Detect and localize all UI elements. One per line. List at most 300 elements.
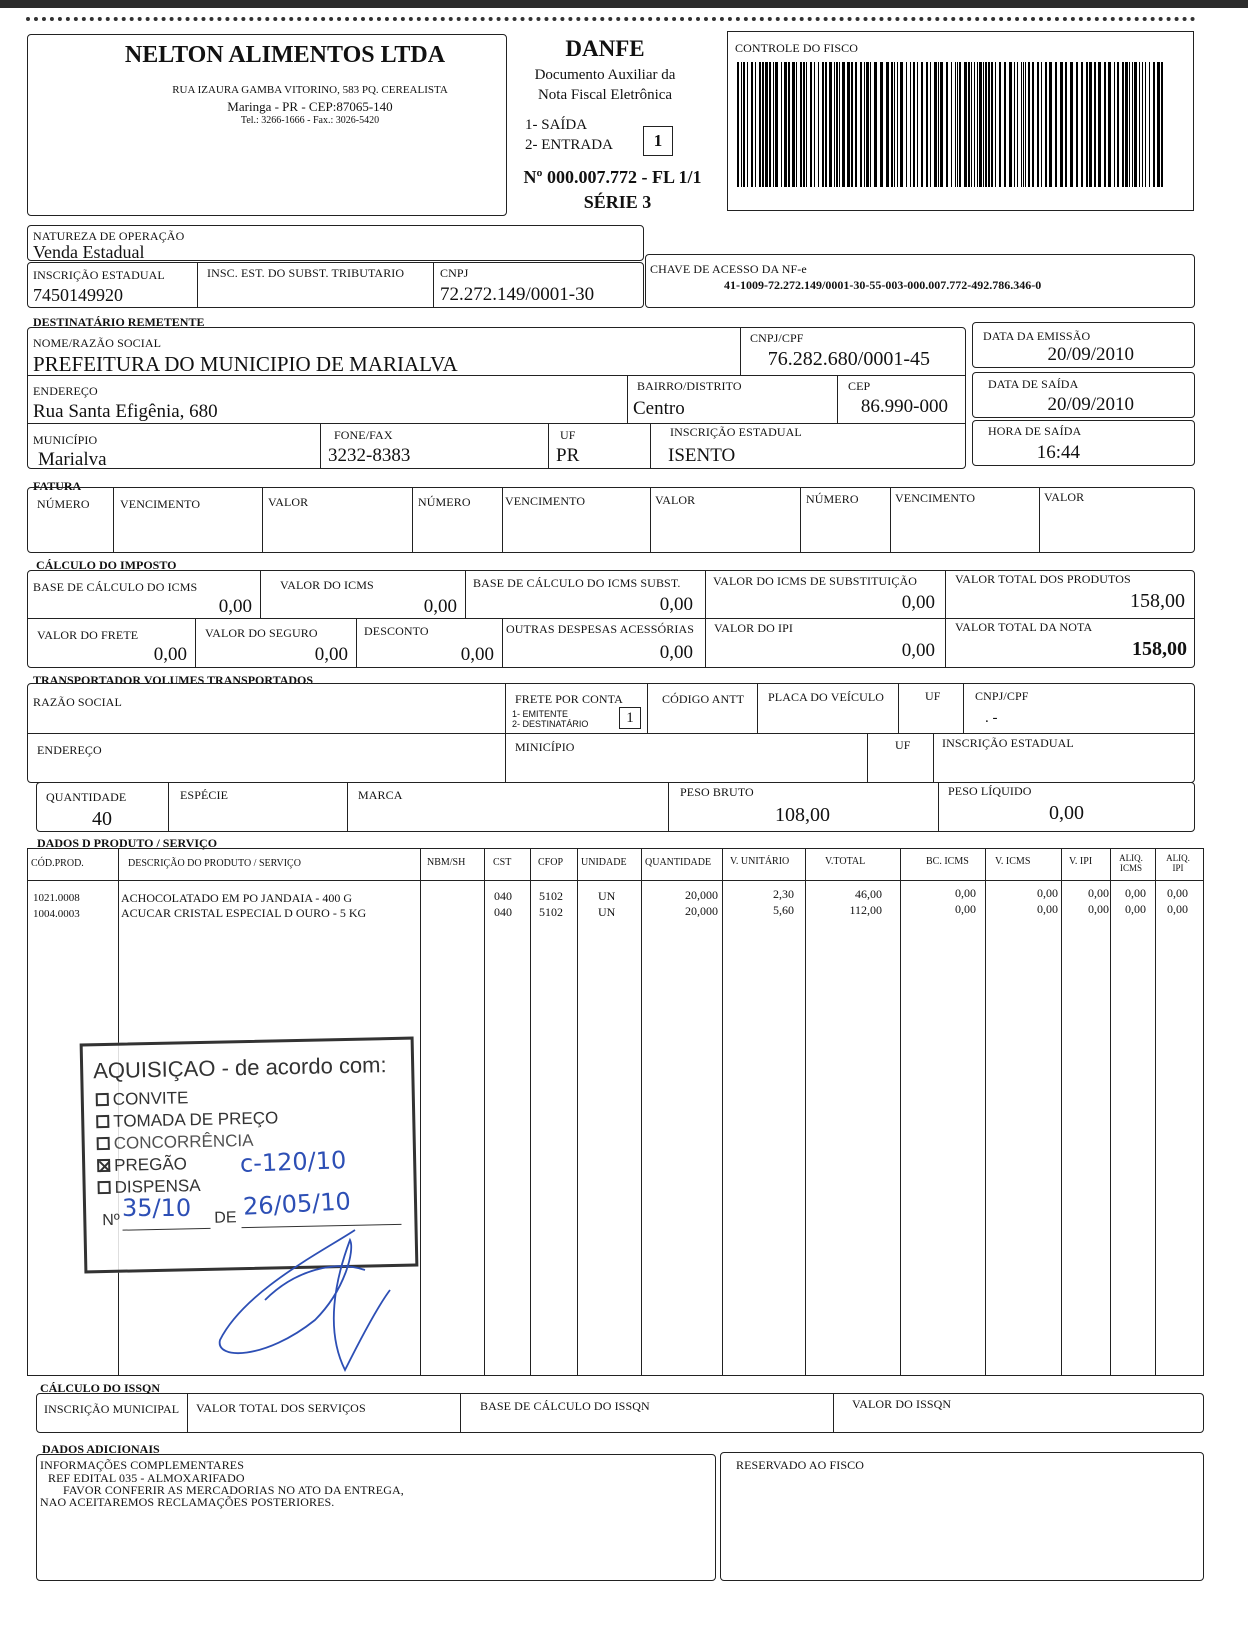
barcode-bar (921, 62, 923, 187)
table-column-divider (985, 848, 986, 1376)
checkbox-icon (96, 1093, 109, 1106)
danfe-title: DANFE (565, 36, 645, 61)
adicionais-section-title: DADOS ADICIONAIS (42, 1442, 160, 1456)
row1-qtd: 20,000 (685, 888, 718, 902)
frete-label: VALOR DO FRETE (37, 628, 139, 642)
divider (27, 618, 1195, 619)
barcode-bar (1017, 62, 1018, 187)
barcode-bar (747, 62, 748, 187)
barcode-bar (1117, 62, 1119, 187)
barcode-bar (1045, 62, 1047, 187)
barcode-bar (964, 62, 967, 187)
table-column-divider (530, 848, 531, 1376)
barcode-bar (971, 62, 972, 187)
perforation-dots (26, 17, 1196, 21)
stamp-num-underline (123, 1228, 211, 1231)
natureza-label: NATUREZA DE OPERAÇÃO (33, 229, 185, 243)
barcode-bar (1094, 62, 1096, 187)
barcode-bar (977, 62, 978, 187)
row1-un: UN (598, 889, 616, 903)
stamp-opt-tomada-label: TOMADA DE PREÇO (113, 1108, 279, 1131)
barcode-bar (775, 62, 778, 187)
fatura-valor-1: VALOR (268, 495, 309, 509)
barcode-bar (836, 62, 838, 187)
dest-endereco-label: ENDEREÇO (33, 384, 98, 398)
dest-uf-label: UF (560, 428, 576, 442)
col-header-vicms: V. ICMS (995, 856, 1031, 867)
divider (867, 733, 868, 783)
col-header-desc: DESCRIÇÃO DO PRODUTO / SERVIÇO (128, 858, 301, 869)
divider (933, 733, 934, 783)
barcode-bar (847, 62, 850, 187)
table-column-divider (484, 848, 485, 1376)
transp-ie-label: INSCRIÇÃO ESTADUAL (942, 736, 1074, 750)
barcode-bar (955, 62, 956, 187)
issqn-servicos-label: VALOR TOTAL DOS SERVIÇOS (196, 1401, 366, 1415)
row2-cst: 040 (494, 905, 512, 919)
stamp-de: DE (214, 1209, 237, 1227)
emitter-address: RUA IZAURA GAMBA VITORINO, 583 PQ. CEREALISTA (172, 84, 448, 96)
divider (27, 880, 1204, 881)
valor-icms-label: VALOR DO ICMS (280, 578, 374, 592)
dest-cnpj-label: CNPJ/CPF (750, 331, 804, 345)
transp-frete-opt1: 1- EMITENTE (512, 709, 569, 719)
barcode-bar (940, 62, 943, 187)
fisco-label: CONTROLE DO FISCO (735, 41, 859, 55)
table-column-divider (1110, 848, 1111, 1376)
barcode-bar (999, 62, 1001, 187)
ipi-label: VALOR DO IPI (714, 621, 793, 635)
ie-st-label: INSC. EST. DO SUBST. TRIBUTARIO (207, 266, 405, 280)
barcode-bar (917, 62, 918, 187)
divider (412, 487, 413, 553)
divider (757, 683, 758, 733)
dest-bairro: Centro (633, 398, 685, 419)
reservado-fisco-label: RESERVADO AO FISCO (736, 1458, 864, 1472)
col-header-aliq-icms: ALIQ. ICMS (1119, 853, 1143, 873)
checkbox-icon (98, 1181, 111, 1194)
divider (460, 1393, 461, 1433)
barcode-bar (1065, 62, 1067, 187)
divider (187, 1393, 188, 1433)
danfe-serie: SÉRIE 3 (583, 192, 652, 212)
stamp-title: AQUISIÇAO - de acordo com: (92, 1052, 387, 1084)
barcode-bar (792, 62, 795, 187)
info-line-3: NAO ACEITAREMOS RECLAMAÇÕES POSTERIORES. (40, 1495, 335, 1509)
base-icms: 0,00 (218, 596, 252, 617)
table-column-divider (722, 848, 723, 1376)
barcode-bar (765, 62, 768, 187)
emitter-phone: Tel.: 3266-1666 - Fax.: 3026-5420 (240, 115, 380, 126)
barcode-bar (1021, 62, 1022, 187)
divider (898, 683, 899, 733)
row1-desc: ACHOCOLATADO EM PO JANDAIA - 400 G (121, 891, 353, 905)
handwritten-pregao-number: c-120/10 (239, 1146, 347, 1178)
barcode-bar (818, 62, 819, 187)
fatura-valor-3: VALOR (1044, 490, 1085, 504)
barcode-bar (788, 62, 790, 187)
emitter-name: NELTON ALIMENTOS LTDA (124, 42, 446, 68)
barcode-bar (829, 62, 832, 187)
barcode-bar (839, 62, 840, 187)
divider (260, 570, 261, 618)
danfe-opt-saida: 1- SAÍDA (525, 117, 588, 133)
info-line-2: FAVOR CONFERIR AS MERCADORIAS NO ATO DA ENTREGA, (63, 1483, 404, 1497)
barcode-bar (1098, 62, 1101, 187)
barcode-bar (737, 62, 739, 187)
transp-frete-value: 1 (619, 707, 641, 729)
dest-uf: PR (556, 445, 580, 466)
barcode-bar (1049, 62, 1052, 187)
col-header-vipi: V. IPI (1069, 856, 1093, 867)
barcode-bar (1142, 62, 1143, 187)
dest-cnpj: 76.282.680/0001-45 (767, 348, 930, 370)
table-column-divider (577, 848, 578, 1376)
base-icms-label: BASE DE CÁLCULO DO ICMS (33, 580, 198, 594)
issqn-im-label: INSCRIÇÃO MUNICIPAL (44, 1402, 180, 1416)
barcode-bar (985, 62, 987, 187)
barcode-bar (781, 62, 782, 187)
barcode-bar (894, 62, 895, 187)
divider (27, 423, 966, 424)
fatura-section-title: FATURA (33, 479, 82, 493)
divider (945, 570, 946, 668)
barcode-bar (1014, 62, 1015, 187)
fatura-numero-2: NÚMERO (418, 495, 471, 509)
col-header-cfop: CFOP (538, 857, 564, 868)
barcode-bar (1114, 62, 1115, 187)
barcode-bar (825, 62, 827, 187)
dest-saida: 20/09/2010 (1047, 394, 1134, 415)
divider (262, 487, 263, 553)
stamp-opt-dispensa-label: DISPENSA (114, 1176, 201, 1197)
divider (668, 782, 669, 832)
barcode-bar (1009, 62, 1012, 187)
dest-ie: ISENTO (668, 445, 736, 466)
barcode-bar (860, 62, 862, 187)
peso-bruto: 108,00 (775, 804, 830, 826)
handwritten-stamp-number: 35/10 (122, 1194, 192, 1222)
barcode-bar (886, 62, 889, 187)
dest-cep: 86.990-000 (860, 396, 948, 417)
produtos-section-title: DADOS D PRODUTO / SERVIÇO (37, 836, 218, 850)
barcode-bar (1086, 62, 1088, 187)
dest-saida-label: DATA DE SAÍDA (988, 377, 1079, 391)
barcode-bar (1153, 62, 1155, 187)
natureza-value: Venda Estadual (33, 242, 145, 262)
divider (197, 262, 198, 308)
col-header-quantidade: QUANTIDADE (645, 857, 712, 868)
ie-label: INSCRIÇÃO ESTADUAL (33, 268, 165, 282)
barcode-bar (1132, 62, 1133, 187)
total-nota: 158,00 (1132, 638, 1187, 660)
barcode-bar (1028, 62, 1030, 187)
especie-label: ESPÉCIE (180, 788, 229, 802)
icms-st-label: VALOR DO ICMS DE SUBSTITUIÇÃO (713, 574, 918, 588)
row2-vunit: 5,60 (773, 903, 794, 917)
table-column-divider (1061, 848, 1062, 1376)
dest-municipio-label: MUNICÍPIO (33, 433, 98, 447)
divider (938, 782, 939, 832)
divider (647, 683, 648, 733)
barcode-bar (834, 62, 835, 187)
peso-bruto-label: PESO BRUTO (680, 785, 754, 799)
icms-st: 0,00 (901, 592, 935, 613)
outras-label: OUTRAS DESPESAS ACESSÓRIAS (506, 622, 694, 636)
outras: 0,00 (659, 642, 693, 663)
barcode-bar (988, 62, 990, 187)
divider (650, 423, 651, 469)
table-column-divider (1155, 848, 1156, 1376)
barcode-bar (810, 62, 812, 187)
transp-placa-label: PLACA DO VEÍCULO (768, 690, 885, 704)
barcode-bar (959, 62, 961, 187)
transp-uf2-label: UF (895, 738, 911, 752)
row1-bc: 0,00 (955, 886, 976, 900)
barcode-bar (769, 62, 771, 187)
info-line-1: REF EDITAL 035 - ALMOXARIFADO (48, 1471, 245, 1485)
barcode-bar (968, 62, 970, 187)
barcode-bar (979, 62, 982, 187)
divider (356, 618, 357, 668)
col-header-nbm: NBM/SH (427, 857, 466, 868)
row2-aipi: 0,00 (1167, 902, 1188, 916)
divider (505, 683, 506, 783)
barcode-bar (751, 62, 753, 187)
barcode-bar (1134, 62, 1137, 187)
divider (650, 487, 651, 553)
barcode-bar (784, 62, 787, 187)
checkbox-icon (97, 1137, 110, 1150)
desconto-label: DESCONTO (364, 624, 429, 638)
barcode-bar (1055, 62, 1057, 187)
marca-label: MARCA (358, 788, 403, 802)
dest-fone-label: FONE/FAX (334, 428, 393, 442)
base-st: 0,00 (659, 594, 693, 615)
barcode-bar (1076, 62, 1078, 187)
barcode-bar (743, 62, 745, 187)
barcode-bar (1157, 62, 1160, 187)
transp-cnpj-value: . - (985, 710, 998, 726)
barcode-bar (855, 62, 857, 187)
row1-vicms: 0,00 (1037, 886, 1058, 900)
table-column-divider (900, 848, 901, 1376)
barcode-bar (755, 62, 756, 187)
divider (627, 375, 628, 423)
row1-cod: 1021.0008 (33, 892, 80, 904)
barcode-bar (866, 62, 869, 187)
divider (27, 733, 1195, 734)
dest-cep-label: CEP (848, 379, 871, 393)
fatura-venc-3: VENCIMENTO (895, 491, 976, 505)
dest-nome-label: NOME/RAZÃO SOCIAL (33, 336, 162, 350)
perforation-strip (0, 0, 1248, 8)
dest-section-title: DESTINATÁRIO REMETENTE (33, 315, 205, 329)
row2-qtd: 20,000 (685, 904, 718, 918)
barcode-bar (926, 62, 928, 187)
issqn-valor-label: VALOR DO ISSQN (852, 1397, 952, 1411)
barcode-bar (1032, 62, 1034, 187)
barcode-bar (773, 62, 774, 187)
stamp-opt-convite (96, 1088, 189, 1110)
divider (800, 487, 801, 553)
divider (890, 487, 891, 553)
handwritten-signature (205, 1210, 415, 1380)
divider (195, 618, 196, 668)
barcode-bar (974, 62, 975, 187)
imposto-section-title: CÁLCULO DO IMPOSTO (36, 558, 177, 572)
cnpj-label: CNPJ (440, 266, 469, 280)
col-header-vtotal: V.TOTAL (825, 856, 866, 867)
qtd-label: QUANTIDADE (46, 790, 127, 804)
barcode-bar (1145, 62, 1146, 187)
col-header-unidade: UNIDADE (581, 857, 627, 868)
barcode-bar (1161, 62, 1163, 187)
handwritten-stamp-date: 26/05/10 (242, 1187, 352, 1221)
barcode-bar (1139, 62, 1140, 187)
dest-hora: 16:44 (1036, 442, 1080, 463)
base-st-label: BASE DE CÁLCULO DO ICMS SUBST. (473, 576, 681, 590)
barcode-bar (983, 62, 984, 187)
row2-aicms: 0,00 (1125, 902, 1146, 916)
barcode-bar (991, 62, 993, 187)
ipi: 0,00 (901, 640, 935, 661)
dest-emissao: 20/09/2010 (1047, 344, 1134, 365)
transp-antt-label: CÓDIGO ANTT (662, 692, 745, 706)
barcode-bar (803, 62, 805, 187)
barcode-bar (1025, 62, 1026, 187)
barcode-bar (930, 62, 931, 187)
divider (502, 487, 503, 553)
row2-un: UN (598, 905, 616, 919)
chave-value: 41-1009-72.272.149/0001-30-55-003-000.007.772-492.786.346-0 (724, 278, 1042, 292)
dest-bairro-label: BAIRRO/DISTRITO (637, 379, 742, 393)
barcode-bar (822, 62, 824, 187)
row2-vipi: 0,00 (1088, 902, 1109, 916)
transp-endereco-label: ENDEREÇO (37, 743, 102, 757)
row1-vtotal: 46,00 (855, 887, 882, 901)
barcode-bar (1149, 62, 1150, 187)
fatura-numero-1: NÚMERO (37, 497, 90, 511)
dest-municipio: Marialva (38, 449, 107, 470)
fatura-valor-2: VALOR (655, 493, 696, 507)
qtd: 40 (92, 808, 112, 830)
barcode-bar (1081, 62, 1083, 187)
col-header-vunit: V. UNITÁRIO (730, 856, 790, 867)
col-header-cst: CST (493, 857, 512, 868)
barcode-bar (951, 62, 952, 187)
barcode-bar (851, 62, 853, 187)
dest-nome: PREFEITURA DO MUNICIPIO DE MARIALVA (33, 352, 458, 376)
barcode-bar (1108, 62, 1111, 187)
divider (502, 618, 503, 668)
barcode-bar (906, 62, 907, 187)
transp-municipio-label: MINICÍPIO (515, 740, 575, 754)
table-column-divider (420, 848, 421, 1376)
barcode-bar (1070, 62, 1073, 187)
fatura-venc-1: VENCIMENTO (120, 497, 201, 511)
barcode-bar (891, 62, 893, 187)
divider (433, 262, 434, 308)
barcode (737, 62, 1167, 190)
row2-bc: 0,00 (955, 902, 976, 916)
seguro: 0,00 (314, 644, 348, 665)
barcode-bar (1089, 62, 1092, 187)
seguro-label: VALOR DO SEGURO (205, 626, 318, 640)
barcode-bar (910, 62, 911, 187)
row2-cod: 1004.0003 (33, 908, 80, 920)
transp-razao-label: RAZÃO SOCIAL (33, 695, 122, 709)
barcode-bar (864, 62, 865, 187)
total-prod-label: VALOR TOTAL DOS PRODUTOS (955, 572, 1131, 586)
peso-liquido-label: PESO LÍQUIDO (948, 784, 1032, 798)
transp-frete-label: FRETE POR CONTA (515, 692, 623, 706)
table-column-divider (805, 848, 806, 1376)
barcode-bar (1004, 62, 1006, 187)
total-nota-label: VALOR TOTAL DA NOTA (955, 620, 1093, 634)
fatura-venc-2: VENCIMENTO (505, 494, 586, 508)
stamp-opt-pregao-label: PREGÃO (113, 1154, 188, 1175)
danfe-subtitle-2: Nota Fiscal Eletrônica (537, 87, 673, 103)
divider (465, 570, 466, 618)
dest-fone: 3232-8383 (328, 445, 411, 466)
fatura-numero-3: NÚMERO (806, 492, 859, 506)
valor-icms: 0,00 (423, 596, 457, 617)
dest-hora-label: HORA DE SAÍDA (988, 424, 1082, 438)
barcode-bar (842, 62, 845, 187)
row2-desc: ACUCAR CRISTAL ESPECIAL D OURO - 5 KG (121, 906, 367, 920)
divider (548, 423, 549, 469)
row1-aicms: 0,00 (1125, 886, 1146, 900)
transp-frete-opt2: 2- DESTINATÁRIO (512, 719, 589, 729)
barcode-bar (800, 62, 802, 187)
barcode-bar (796, 62, 797, 187)
row2-cfop: 5102 (539, 905, 563, 919)
frete: 0,00 (153, 644, 187, 665)
barcode-bar (870, 62, 871, 187)
divider (320, 423, 321, 469)
divider (705, 570, 706, 618)
desconto: 0,00 (460, 644, 494, 665)
fatura-box (27, 487, 1195, 553)
divider (1039, 487, 1040, 553)
row1-vunit: 2,30 (773, 887, 794, 901)
emitter-city: Maringa - PR - CEP:87065-140 (227, 99, 393, 114)
barcode-bar (1122, 62, 1124, 187)
danfe-numero: Nº 000.007.772 - FL 1/1 (523, 167, 702, 187)
barcode-bar (806, 62, 807, 187)
table-column-divider (641, 848, 642, 1376)
row1-aipi: 0,00 (1167, 886, 1188, 900)
stamp-opt-concorrencia (97, 1131, 254, 1154)
barcode-bar (913, 62, 915, 187)
row1-cst: 040 (494, 889, 512, 903)
barcode-bar (1104, 62, 1106, 187)
barcode-bar (762, 62, 764, 187)
peso-liquido: 0,00 (1049, 802, 1084, 824)
divider (833, 1393, 834, 1433)
issqn-base-label: BASE DE CÁLCULO DO ISSQN (480, 1399, 650, 1413)
dest-emissao-label: DATA DA EMISSÃO (983, 329, 1091, 343)
stamp-opt-convite-label: CONVITE (112, 1088, 189, 1109)
col-header-bcicms: BC. ICMS (926, 856, 969, 867)
barcode-bar (759, 62, 761, 187)
danfe-subtitle-1: Documento Auxiliar da (534, 67, 676, 83)
stamp-opt-tomada (96, 1108, 278, 1132)
stamp-num-prefix: Nº (102, 1211, 120, 1230)
divider (963, 683, 964, 733)
barcode-bar (1125, 62, 1128, 187)
